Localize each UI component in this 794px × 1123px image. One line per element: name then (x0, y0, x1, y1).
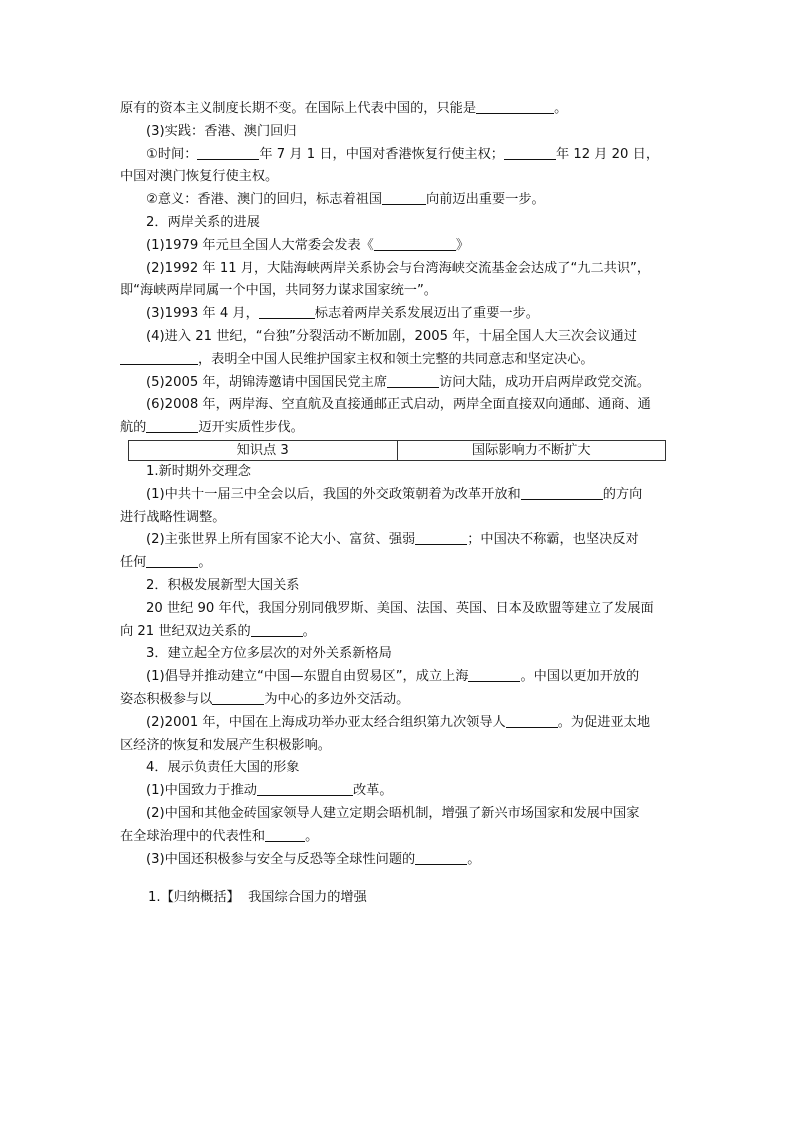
text-segment: (3)中国还积极参与安全与反恐等全球性问题的 (146, 851, 416, 867)
text-line (120, 258, 668, 281)
knowledge-point-title: 国际影响力不断扩大 (397, 440, 666, 460)
text-segment: 4．展示负责任大国的形象 (146, 760, 300, 776)
text-line (120, 643, 668, 666)
summary-number: 1. (148, 890, 161, 905)
summary-tag: 【归纳概括】 (160, 890, 240, 905)
text-segment: 航的 (120, 420, 147, 436)
text-segment: 任何 (120, 555, 147, 571)
text-segment: 年 7 月 1 日，中国对香港恢复行使主权； (259, 146, 504, 162)
text-line (120, 394, 668, 417)
fill-in-blank[interactable] (415, 850, 467, 865)
text-line (120, 529, 668, 552)
summary-heading (148, 888, 367, 908)
fill-in-blank[interactable] (146, 553, 198, 568)
text-line (120, 575, 668, 598)
document-body (120, 98, 668, 871)
text-line (120, 461, 668, 484)
text-segment: (3)实践：香港、澳门回归 (146, 123, 297, 139)
text-segment: 即“海峡两岸同属一个中国，共同努力谋求国家统一”。 (120, 283, 437, 299)
text-segment: 。 (302, 623, 316, 639)
fill-in-blank[interactable] (251, 622, 303, 637)
text-line (120, 372, 668, 395)
fill-in-blank[interactable] (212, 690, 264, 705)
text-segment: (2)2001 年，中国在上海成功举办亚太经合组织第九次领导人 (146, 714, 506, 730)
fill-in-blank[interactable] (146, 418, 198, 433)
text-segment: 1.新时期外交理念 (146, 463, 251, 479)
text-segment: 在全球治理中的代表性和 (120, 828, 266, 844)
text-line (120, 280, 668, 303)
text-line (120, 552, 668, 575)
fill-in-blank[interactable] (387, 373, 439, 388)
text-segment: (4)进入 21 世纪，“台独”分裂活动不断加剧，2005 年，十届全国人大三次会议通过 (146, 328, 637, 344)
text-segment: 20 世纪 90 年代，我国分别同俄罗斯、美国、法国、英国、日本及欧盟等建立了发展面 (146, 600, 654, 616)
text-segment: 姿态积极参与以 (120, 691, 213, 707)
text-segment: (1)倡导并推动建立“中国—东盟自由贸易区”，成立上海 (146, 669, 469, 685)
text-segment: ；中国决不称霸，也坚决反对 (467, 532, 639, 548)
text-segment: 向 21 世纪双边关系的 (120, 623, 251, 639)
text-line (120, 121, 668, 144)
text-line (120, 326, 668, 349)
text-line (120, 598, 668, 621)
text-segment: (5)2005 年，胡锦涛邀请中国国民党主席 (146, 374, 388, 390)
fill-in-blank[interactable] (259, 304, 315, 319)
text-segment: 区经济的恢复和发展产生积极影响。 (120, 737, 331, 753)
text-segment: (2)主张世界上所有国家不论大小、富贫、强弱 (146, 532, 416, 548)
fill-in-blank[interactable] (257, 781, 353, 796)
text-segment: (2)1992 年 11 月，大陆海峡两岸关系协会与台湾海峡交流基金会达成了“九二共识”， (146, 260, 651, 276)
fill-in-blank[interactable] (120, 350, 198, 365)
text-line (120, 212, 668, 235)
text-line (120, 826, 668, 849)
text-segment: (2)中国和其他金砖国家领导人建立定期会晤机制，增强了新兴市场国家和发展中国家 (146, 805, 640, 821)
text-segment: 》 (455, 237, 470, 253)
text-segment: 2．积极发展新型大国关系 (146, 577, 300, 593)
text-line (120, 621, 668, 644)
text-segment: ①时间： (146, 146, 198, 162)
text-segment: 迈开实质性步伐。 (198, 420, 304, 436)
text-segment: 。 (198, 555, 212, 571)
text-line (120, 235, 668, 258)
text-segment: 访问大陆，成功开启两岸政党交流。 (439, 374, 651, 390)
section-international-influence (120, 461, 668, 871)
text-segment: (1)中共十一届三中全会以后，我国的外交政策朝着为改革开放和 (146, 486, 521, 502)
fill-in-blank[interactable] (415, 530, 467, 545)
text-segment: 。 (305, 828, 319, 844)
text-segment: 原有的资本主义制度长期不变。在国际上代表中国的，只能是 (120, 101, 477, 116)
fill-in-blank[interactable] (521, 485, 603, 500)
text-segment: 2．两岸关系的进展 (146, 214, 260, 230)
text-line (120, 666, 668, 689)
text-segment: (1)1979 年元旦全国人大常委会发表《 (146, 237, 374, 253)
text-line (120, 735, 668, 758)
text-line (120, 144, 668, 167)
text-segment: (1)中国致力于推动 (146, 783, 257, 799)
text-line (120, 98, 668, 121)
text-line (120, 303, 668, 326)
section-one-party-country-reunification (120, 98, 668, 440)
text-segment: 的方向 (602, 486, 643, 502)
summary-title: 我国综合国力的增强 (248, 890, 367, 905)
text-segment: ②意义：香港、澳门的回归，标志着祖国 (146, 192, 383, 208)
text-segment: 。中国以更加开放的 (520, 669, 640, 685)
text-line (120, 166, 668, 189)
text-segment: 3．建立起全方位多层次的对外关系新格局 (146, 646, 392, 662)
fill-in-blank[interactable] (468, 667, 520, 682)
text-line (120, 689, 668, 712)
text-segment: 进行战略性调整。 (120, 509, 226, 525)
text-line (120, 484, 668, 507)
fill-in-blank[interactable] (382, 190, 426, 205)
text-segment: (3)1993 年 4 月， (146, 306, 259, 322)
text-line (120, 757, 668, 780)
text-line (120, 349, 668, 372)
fill-in-blank[interactable] (476, 99, 554, 114)
text-line (120, 849, 668, 872)
text-segment: 中国对澳门恢复行使主权。 (120, 169, 279, 185)
text-segment: 。 (554, 101, 568, 116)
fill-in-blank[interactable] (197, 145, 259, 160)
text-line (120, 507, 668, 530)
knowledge-point-label: 知识点 3 (129, 440, 398, 460)
text-line (120, 803, 668, 826)
text-line (120, 780, 668, 803)
text-line (120, 189, 668, 212)
fill-in-blank[interactable] (374, 236, 456, 251)
text-segment: 标志着两岸关系发展迈出了重要一步。 (314, 306, 539, 322)
text-segment: 向前迈出重要一步。 (426, 192, 545, 208)
text-segment: (6)2008 年，两岸海、空直航及直接通邮正式启动，两岸全面直接双向通邮、通商、通 (146, 397, 651, 413)
knowledge-point-table (128, 440, 666, 461)
text-segment: 年 12 月 20 日， (555, 146, 660, 162)
text-segment: ，表明全中国人民维护国家主权和领土完整的共同意志和坚定决心。 (198, 351, 594, 367)
text-line (120, 417, 668, 440)
fill-in-blank[interactable] (504, 145, 556, 160)
text-segment: 改革。 (353, 783, 393, 799)
text-segment: 。为促进亚太地 (557, 714, 651, 730)
fill-in-blank[interactable] (265, 827, 305, 842)
fill-in-blank[interactable] (506, 713, 558, 728)
text-segment: 。 (467, 851, 481, 867)
text-line (120, 712, 668, 735)
text-segment: 为中心的多边外交活动。 (264, 691, 410, 707)
